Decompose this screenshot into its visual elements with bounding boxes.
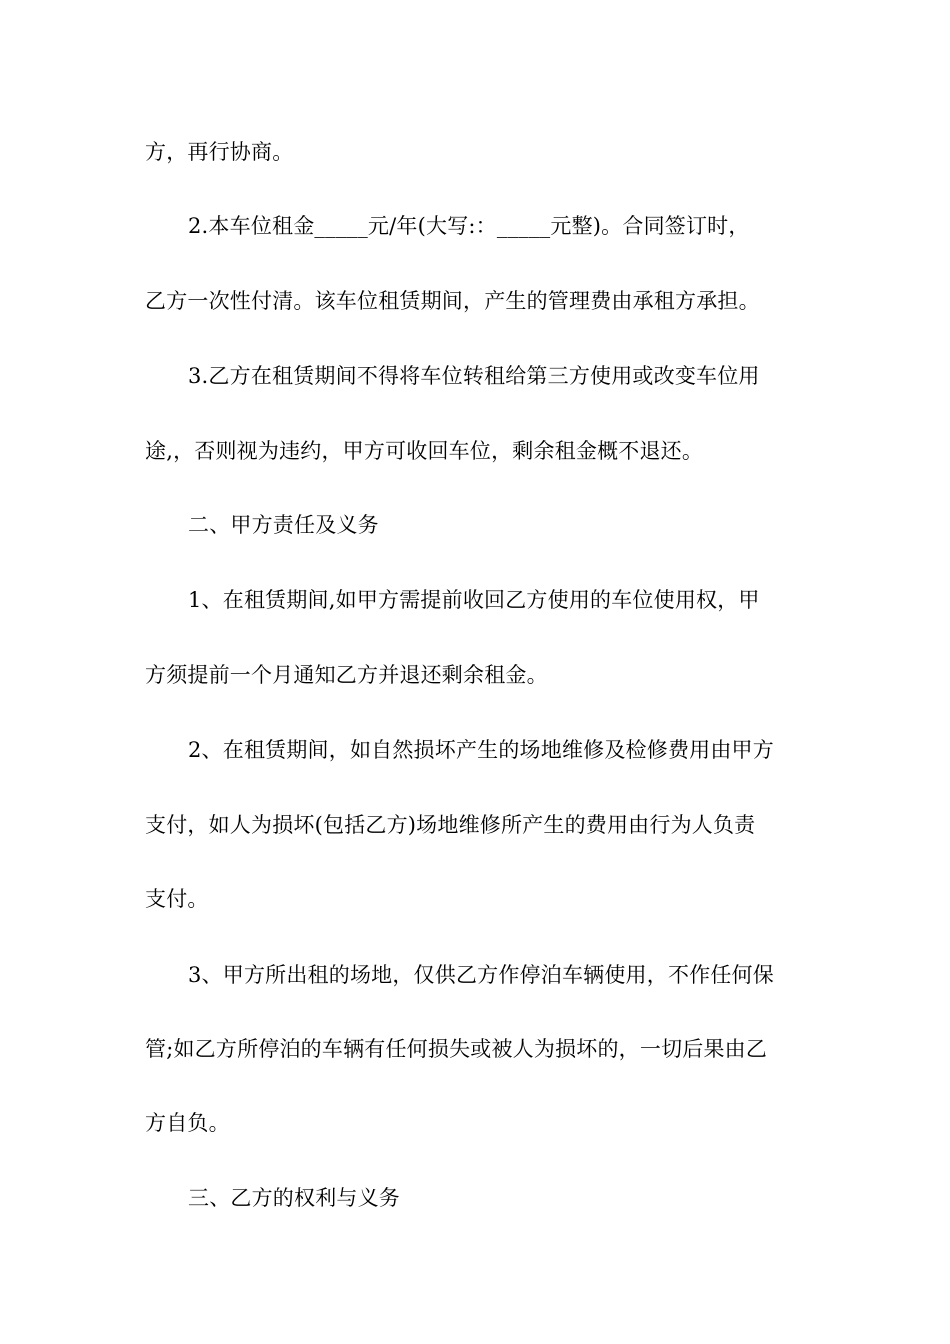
text-line: 3、甲方所出租的场地，仅供乙方作停泊车辆使用，不作任何保 — [188, 963, 774, 987]
text-line: 支付。 — [145, 887, 209, 911]
section-heading: 三、乙方的权利与义务 — [188, 1186, 400, 1210]
text-line: 支付，如人为损坏(包括乙方)场地维修所产生的费用由行为人负责 — [145, 813, 756, 837]
text-line: 方，再行协商。 — [145, 140, 294, 164]
text-line: 途,，否则视为违约，甲方可收回车位，剩余租金概不退还。 — [145, 439, 704, 463]
text-line: 3.乙方在租赁期间不得将车位转租给第三方使用或改变车位用 — [188, 364, 760, 388]
text-line: 1、在租赁期间,如甲方需提前收回乙方使用的车位使用权，甲 — [188, 588, 760, 612]
text-line: 管;如乙方所停泊的车辆有任何损失或被人为损坏的，一切后果由乙 — [145, 1037, 768, 1061]
text-line: 2、在租赁期间，如自然损坏产生的场地维修及检修费用由甲方 — [188, 738, 774, 762]
text-line: 方自负。 — [145, 1111, 230, 1135]
text-line: 方须提前一个月通知乙方并退还剩余租金。 — [145, 663, 548, 687]
section-heading: 二、甲方责任及义务 — [188, 513, 379, 537]
text-line: 2.本车位租金_____元/年(大写:：_____元整)。合同签订时， — [188, 214, 750, 238]
text-line: 乙方一次性付清。该车位租赁期间，产生的管理费由承租方承担。 — [145, 289, 760, 313]
